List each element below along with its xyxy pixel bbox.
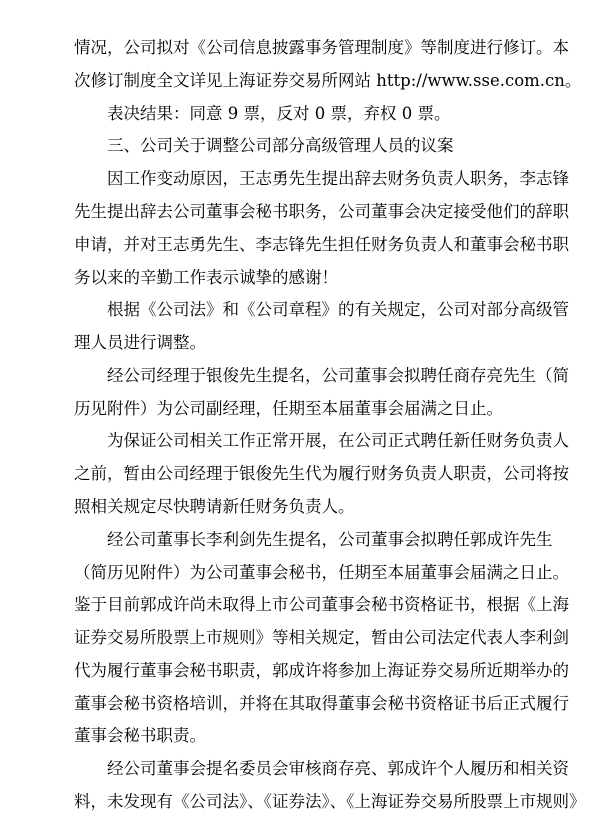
text-line: 次修订制度全文详见上海证券交易所网站 http://www.sse.com.cn。: [74, 70, 582, 90]
text-line: 为保证公司相关工作正常开展，在公司正式聘任新任财务负责人: [107, 431, 569, 451]
text-line: 之前，暂由公司经理于银俊先生代为履行财务负责人职责，公司将按: [74, 464, 569, 484]
text-line: 务以来的辛勤工作表示诚挚的感谢！: [74, 267, 338, 287]
text-line: 经公司董事会提名委员会审核商存亮、郭成许个人履历和相关资: [107, 759, 569, 779]
text-line: 情况，公司拟对《公司信息披露事务管理制度》等制度进行修订。本: [74, 38, 569, 57]
section-heading: 三、公司关于调整公司部分高级管理人员的议案: [107, 136, 454, 156]
text-line: 先生提出辞去公司董事会秘书职务，公司董事会决定接受他们的辞职: [74, 201, 569, 221]
text-line: 董事会秘书资格培训，并将在其取得董事会秘书资格证书后正式履行: [74, 693, 569, 713]
text-line: 理人员进行调整。: [74, 333, 206, 352]
text-line: 证券交易所股票上市规则》等相关规定，暂由公司法定代表人李利剑: [74, 628, 569, 648]
text-line: 代为履行董事会秘书职责，郭成许将参加上海证券交易所近期举办的: [74, 660, 569, 680]
text-line: 照相关规定尽快聘请新任财务负责人。: [74, 497, 355, 516]
text-line: 因工作变动原因，王志勇先生提出辞去财务负责人职务，李志锋: [107, 169, 569, 189]
text-line: 料，未发现有《公司法》、《证券法》、《上海证券交易所股票上市规则》: [74, 792, 586, 811]
text-line: 申请，并对王志勇先生、李志锋先生担任财务负责人和董事会秘书职: [74, 234, 569, 254]
text-line: 表决结果：同意 9 票，反对 0 票，弃权 0 票。: [107, 103, 451, 123]
text-line: 董事会秘书职责。: [74, 726, 206, 746]
text-line: （简历见附件）为公司董事会秘书，任期至本届董事会届满之日止。: [74, 562, 569, 582]
text-line: 经公司经理于银俊先生提名，公司董事会拟聘任商存亮先生（简: [107, 365, 569, 385]
text-line: 经公司董事长李利剑先生提名，公司董事会拟聘任郭成许先生: [107, 529, 553, 549]
text-line: 鉴于目前郭成许尚未取得上市公司董事会秘书资格证书，根据《上海: [74, 595, 569, 615]
text-line: 历见附件）为公司副经理，任期至本届董事会届满之日止。: [74, 398, 503, 418]
text-line: 根据《公司法》和《公司章程》的有关规定，公司对部分高级管: [107, 300, 569, 320]
